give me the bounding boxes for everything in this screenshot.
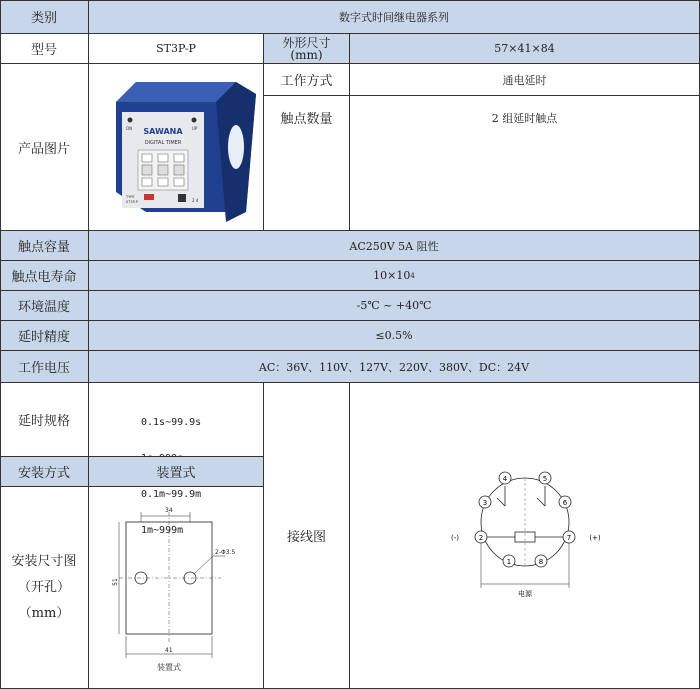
product-image-cell bbox=[89, 64, 264, 231]
cutout-drawing-cell bbox=[89, 487, 264, 689]
wiring-diagram-cell bbox=[350, 383, 700, 689]
type-label: TYPE bbox=[126, 195, 135, 199]
contacts-label: 触点数量 bbox=[264, 96, 350, 231]
temperature-value: -5℃ ~ +40℃ bbox=[89, 291, 700, 321]
operation-value: 通电延时 bbox=[350, 64, 700, 96]
cutout-drawing bbox=[91, 490, 261, 685]
mounting-label: 安装方式 bbox=[0, 457, 89, 487]
pin-8: 8 bbox=[538, 557, 543, 566]
wiring-label-cell bbox=[264, 383, 350, 689]
minus-label: (-) bbox=[450, 533, 459, 542]
up-label: UP bbox=[192, 126, 198, 131]
cutout-caption: 装置式 bbox=[157, 663, 181, 672]
life-label: 触点电寿命 bbox=[0, 261, 89, 291]
delay-spec-label: 延时规格 bbox=[0, 383, 89, 457]
cutout-label-line2: （开孔） bbox=[17, 579, 70, 595]
wiring-diagram bbox=[425, 456, 625, 616]
hole-label: 2-Φ3.5 bbox=[215, 549, 236, 556]
product-image bbox=[96, 72, 256, 222]
brand-label: SAWANA bbox=[143, 127, 183, 136]
capacity-label: 触点容量 bbox=[0, 231, 89, 261]
pin-5: 5 bbox=[542, 474, 547, 483]
delay-spec-line: 0.1s~99.9s bbox=[141, 417, 202, 428]
cutout-label-line3: （mm） bbox=[18, 605, 70, 621]
pin-7: 7 bbox=[566, 533, 571, 542]
pin-2: 2 bbox=[478, 533, 483, 542]
pin-3: 3 bbox=[482, 498, 487, 507]
wiring-label: 接线图 bbox=[286, 530, 326, 545]
capacity-value: AC250V 5A 阻性 bbox=[89, 231, 700, 261]
type-value: ST3P-P bbox=[126, 200, 138, 204]
product-image-label: 产品图片 bbox=[0, 64, 89, 231]
model-label: 型号 bbox=[0, 34, 89, 64]
contacts-value: 2 组延时触点 bbox=[350, 96, 700, 231]
on-label: ON bbox=[126, 126, 133, 131]
dim-top: 34 bbox=[165, 507, 173, 514]
pin-6: 6 bbox=[562, 498, 567, 507]
delay-spec-line: 1m~999m bbox=[141, 525, 184, 536]
pin-1: 1 bbox=[506, 557, 511, 566]
dimensions-label: 外形尺寸 (mm) bbox=[264, 34, 350, 64]
category-label: 类别 bbox=[0, 0, 89, 34]
pin-4: 4 bbox=[502, 474, 507, 483]
category-value: 数字式时间继电器系列 bbox=[89, 0, 700, 34]
voltage-label: 工作电压 bbox=[0, 351, 89, 383]
code-label: 2 4 bbox=[192, 198, 199, 203]
life-value bbox=[89, 261, 700, 291]
cutout-label bbox=[0, 487, 89, 689]
accuracy-label: 延时精度 bbox=[0, 321, 89, 351]
temperature-label: 环境温度 bbox=[0, 291, 89, 321]
model-value: ST3P-P bbox=[89, 34, 264, 64]
dim-height: 51 bbox=[112, 578, 119, 586]
plus-label: (+) bbox=[588, 533, 601, 542]
timer-label: DIGITAL TIMER bbox=[144, 140, 182, 146]
delay-spec-line: 0.1m~99.9m bbox=[141, 489, 202, 500]
mounting-value: 装置式 bbox=[89, 457, 264, 487]
voltage-value: AC：36V、110V、127V、220V、380V、DC：24V bbox=[89, 351, 700, 383]
dimensions-value: 57×41×84 bbox=[350, 34, 700, 64]
power-label: 电源 bbox=[517, 589, 532, 598]
life-base: 10×10 bbox=[373, 269, 411, 282]
operation-label: 工作方式 bbox=[264, 64, 350, 96]
life-exp: 4 bbox=[410, 271, 415, 280]
accuracy-value: ≤0.5% bbox=[89, 321, 700, 351]
dim-width: 41 bbox=[165, 647, 173, 654]
cutout-label-line1: 安装尺寸图 bbox=[11, 553, 77, 569]
